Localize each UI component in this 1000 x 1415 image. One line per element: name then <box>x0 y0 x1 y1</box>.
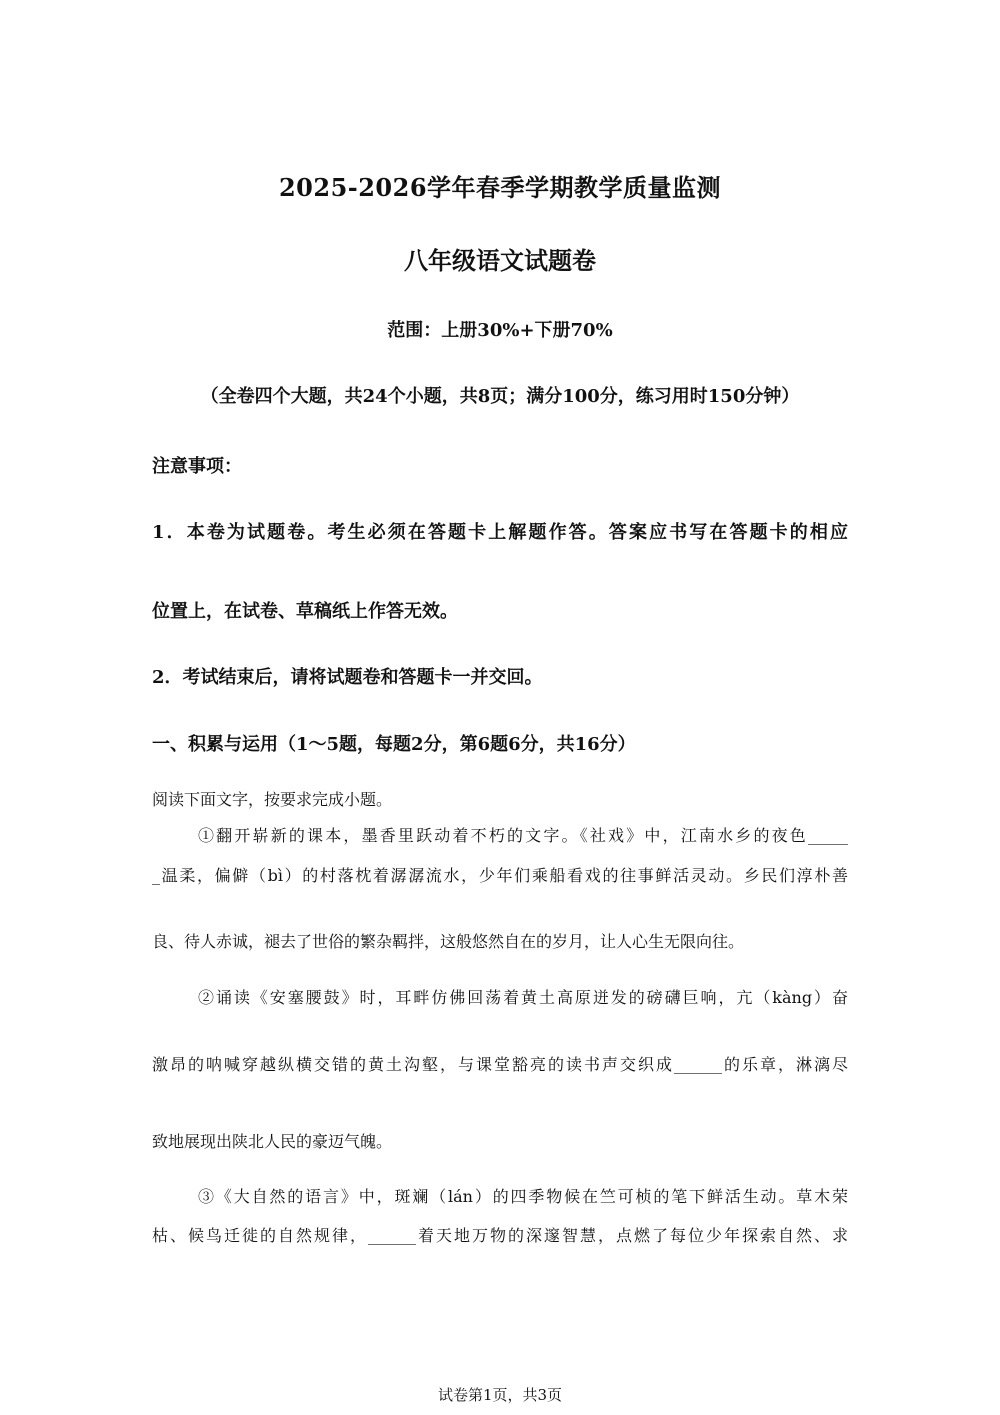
exam-scope: 范围：上册30%+下册70% <box>387 320 613 341</box>
exam-instructions: （全卷四个大题，共24个小题，共8页；满分100分，练习用时150分钟） <box>200 386 800 407</box>
note-item-2: 2．考试结束后，请将试题卷和答题卡一并交回。 <box>152 667 543 688</box>
note-item-1-line-2: 位置上，在试卷、草稿纸上作答无效。 <box>152 601 458 622</box>
paragraph-3-line-1: ③《大自然的语言》中，斑斓（lán）的四季物候在竺可桢的笔下鲜活生动。草木荣 <box>198 1187 848 1206</box>
page-footer: 试卷第1页，共3页 <box>437 1386 563 1404</box>
paragraph-2-line-2: 激昂的呐喊穿越纵横交错的黄土沟壑，与课堂豁亮的读书声交织成______的乐章，淋漓尽 <box>152 1055 848 1074</box>
paragraph-2-line-1: ②诵读《安塞腰鼓》时，耳畔仿佛回荡着黄土高原迸发的磅礴巨响，亢（kàng）奋 <box>198 988 848 1007</box>
exam-title: 2025-2026学年春季学期教学质量监测 <box>278 173 722 202</box>
notes-heading: 注意事项： <box>152 456 242 477</box>
paragraph-3-line-2: 枯、候鸟迁徙的自然规律，______着天地万物的深邃智慧，点燃了每位少年探索自然、求 <box>152 1226 848 1245</box>
section-1-heading: 一、积累与运用（1～5题，每题2分，第6题6分，共16分） <box>152 734 636 755</box>
note-item-1-line-1: 1．本卷为试题卷。考生必须在答题卡上解题作答。答案应书写在答题卡的相应 <box>152 522 848 543</box>
reading-instruction: 阅读下面文字，按要求完成小题。 <box>152 790 393 809</box>
paragraph-1-line-1: ①翻开崭新的课本，墨香里跃动着不朽的文字。《社戏》中，江南水乡的夜色_____ <box>198 826 848 845</box>
paragraph-1-line-2: _温柔，偏僻（bì）的村落枕着潺潺流水，少年们乘船看戏的往事鲜活灵动。乡民们淳朴善 <box>152 866 848 885</box>
paragraph-2-line-3: 致地展现出陕北人民的豪迈气魄。 <box>152 1132 393 1151</box>
paragraph-1-line-3: 良、待人赤诚，褪去了世俗的繁杂羁拌，这般悠然自在的岁月，让人心生无限向往。 <box>152 932 745 951</box>
exam-subtitle: 八年级语文试题卷 <box>404 246 596 275</box>
